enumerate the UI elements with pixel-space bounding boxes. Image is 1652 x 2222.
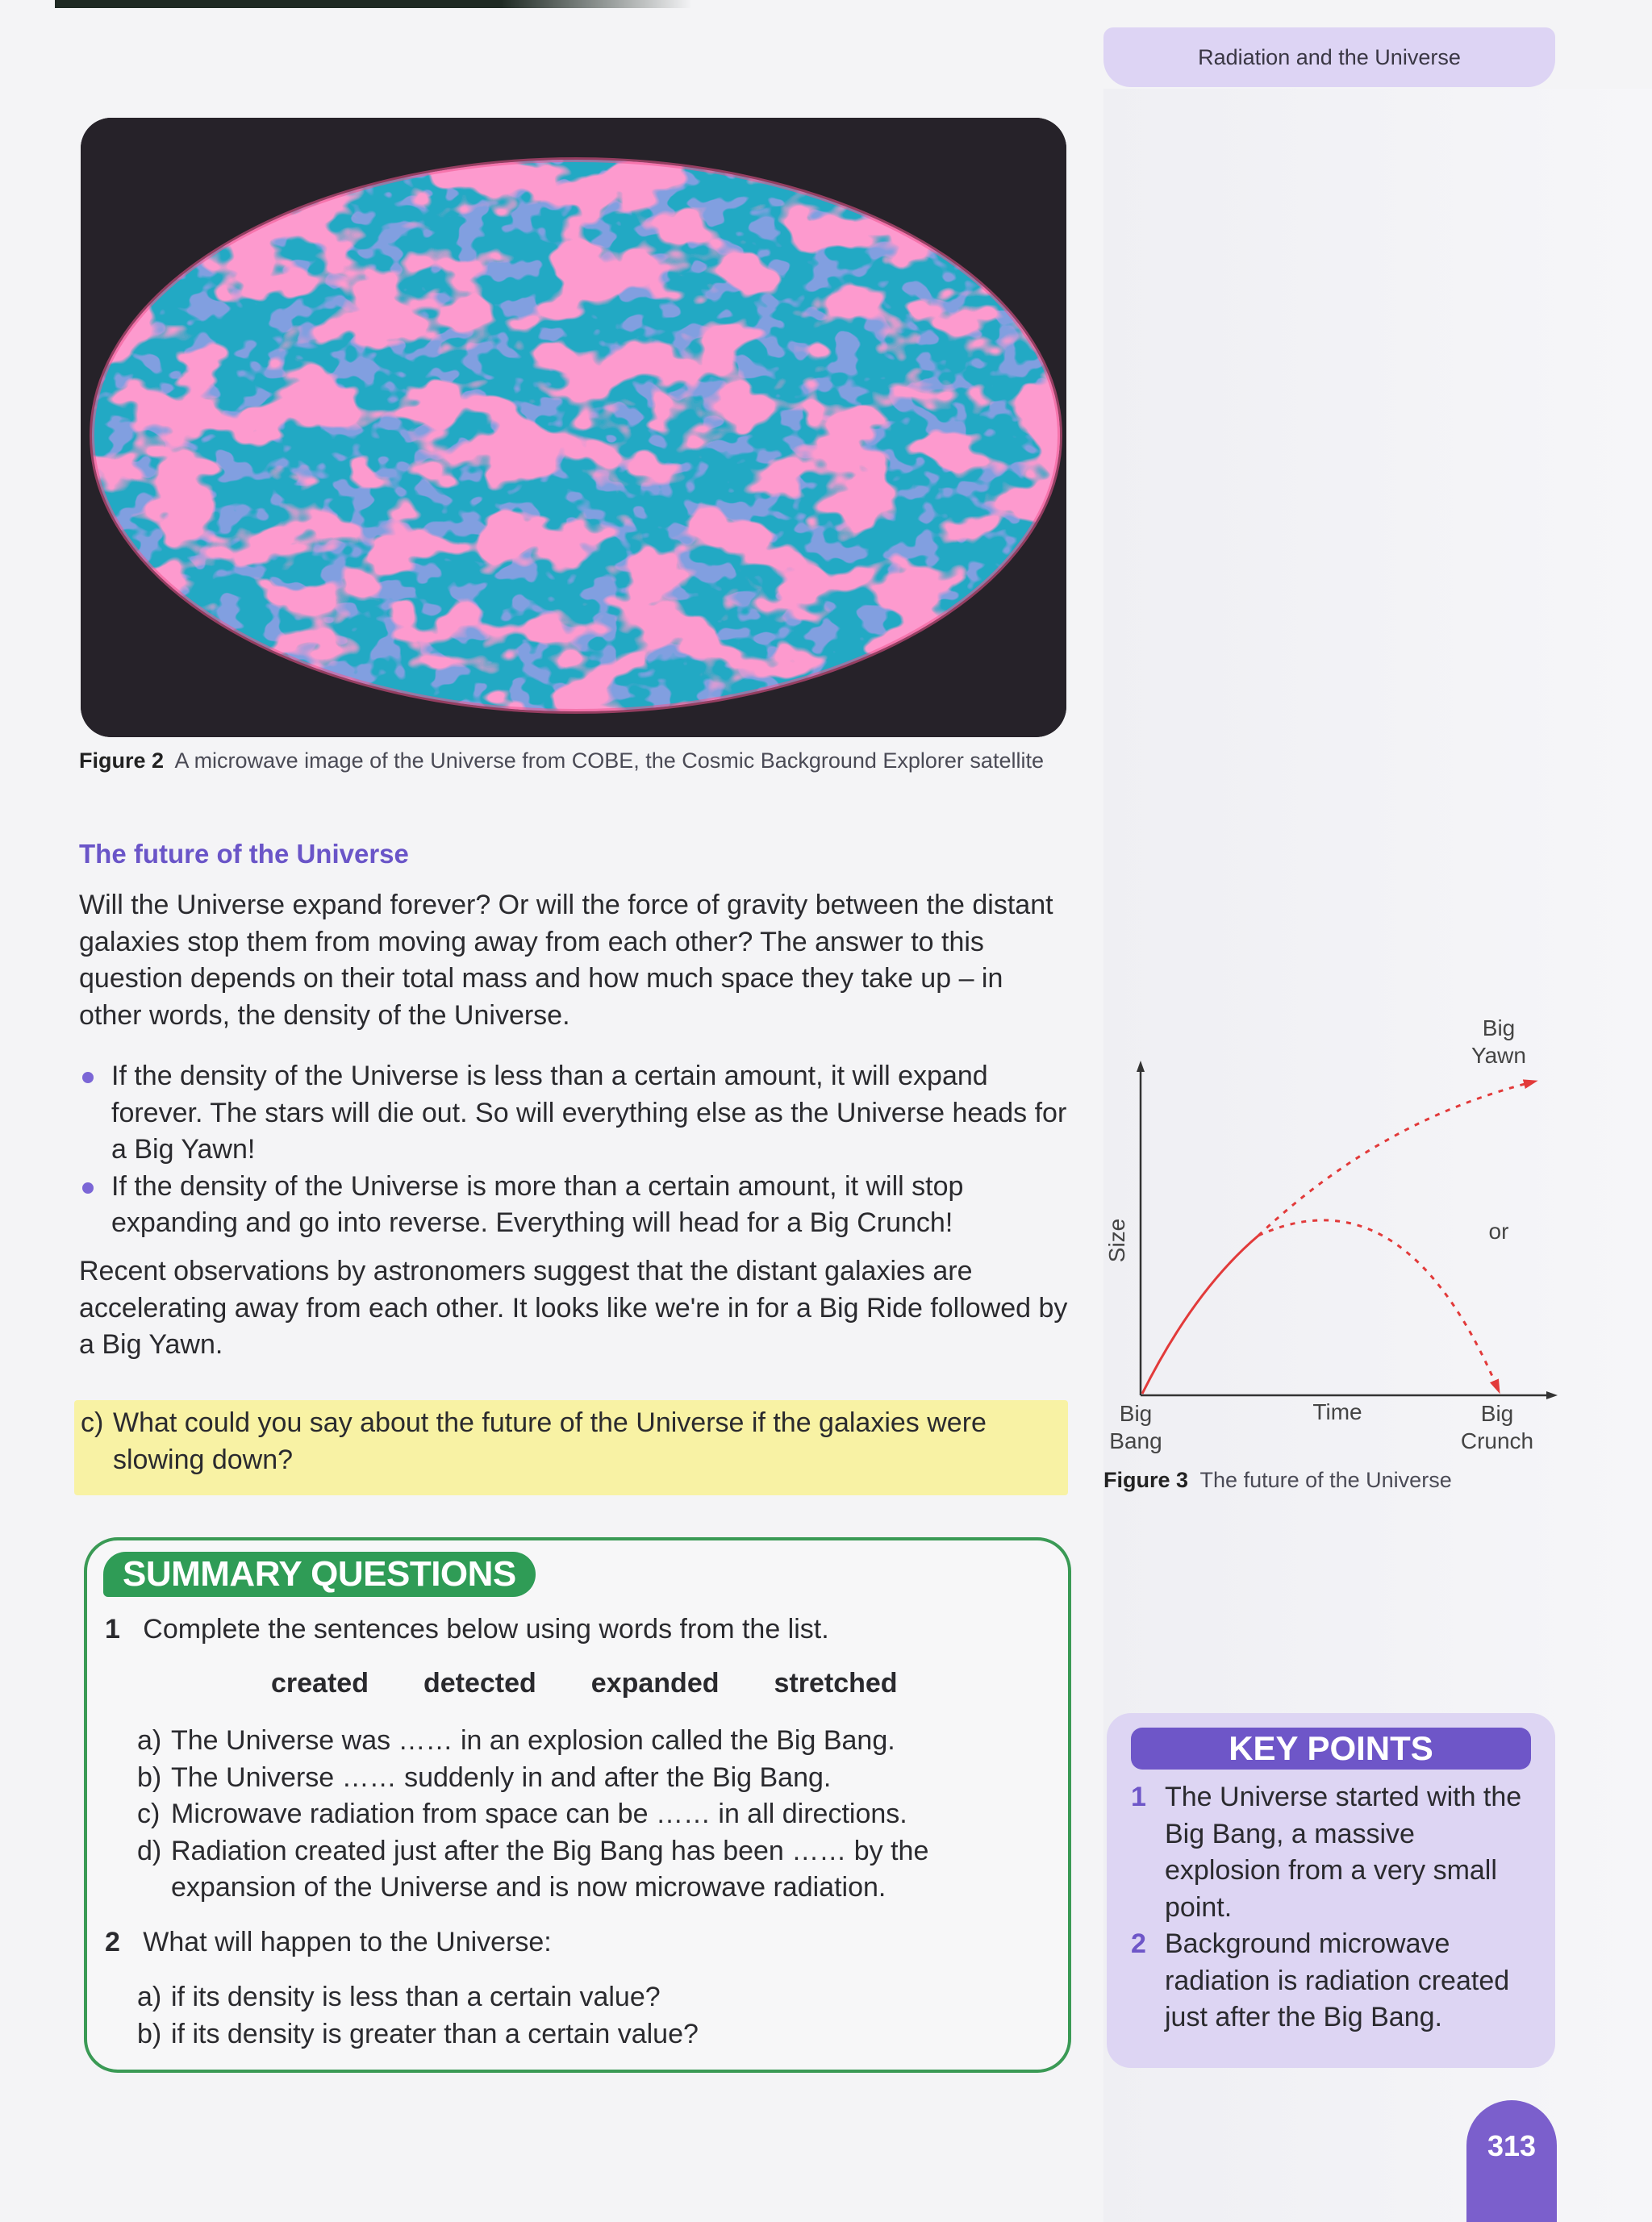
q1-item-label: c) (137, 1799, 161, 1829)
figure2-caption-text: A microwave image of the Universe from COBE, the Cosmic Background Explorer satellite (174, 748, 1044, 773)
q1-number: 1 (105, 1614, 120, 1645)
summary-q1 (105, 1611, 1032, 1649)
word-bank (271, 1668, 898, 1699)
q1-items (137, 1723, 1032, 1907)
observations-paragraph: Recent observations by astronomers suggest that the distant galaxies are accelerating away from each other. It looks like we're in for a Big Ride followed by a Big Yawn. (79, 1256, 1068, 1360)
q1-item-label: d) (137, 1835, 162, 1866)
figure2-label: Figure 2 (79, 748, 165, 773)
word-bank-item: expanded (590, 1668, 720, 1699)
figure3-caption (1103, 1466, 1555, 1494)
big-bang-expansion-curve (1142, 1236, 1258, 1394)
word-bank-item: created (271, 1668, 369, 1699)
bullet-dot-icon (82, 1072, 94, 1083)
question-c-text: What could you say about the future of the Universe if the galaxies were slowing down? (113, 1407, 987, 1475)
cobe-microwave-image (81, 118, 1066, 737)
big-crunch-curve (1258, 1220, 1497, 1387)
word-bank-item: stretched (774, 1668, 898, 1699)
big-yawn-label-line1: Big (1482, 1015, 1516, 1040)
q1-item (137, 1833, 978, 1907)
q1-item-text: Radiation created just after the Big Bang has been …… by the expansion of the Universe and is now microwave radiation. (171, 1835, 929, 1903)
x-axis-label: Time (1312, 1399, 1362, 1424)
question-c-label: c) (81, 1407, 104, 1438)
key-point-number: 1 (1131, 1782, 1146, 1812)
or-label: or (1488, 1219, 1509, 1244)
q1-item-text: Microwave radiation from space can be …… in all directions. (171, 1799, 907, 1829)
q1-item-label: a) (137, 1725, 162, 1756)
intro-paragraph: Will the Universe expand forever? Or will the force of gravity between the distant galaxies stop them from moving away from each other? The answer to this question depends on their total mass and how much space they take up – in other words, the density of the Universe. (79, 890, 1053, 1031)
q2-item-label: a) (137, 1982, 162, 2012)
big-crunch-label-line2: Crunch (1460, 1428, 1534, 1453)
big-yawn-label-line2: Yawn (1471, 1043, 1526, 1068)
figure3-label: Figure 3 (1103, 1468, 1189, 1492)
bullet-text: If the density of the Universe is more than a certain amount, it will stop expanding and go into reverse. Everything will head for a Big Crunch! (111, 1170, 964, 1238)
summary-questions-title: SUMMARY QUESTIONS (103, 1552, 536, 1597)
future-universe-diagram (1089, 1008, 1573, 1476)
key-point-item (1131, 1779, 1534, 1926)
top-rule (55, 0, 692, 8)
q2-item-text: if its density is greater than a certain value? (171, 2018, 699, 2049)
density-bullets (79, 1058, 1071, 1242)
section-heading: The future of the Universe (79, 839, 409, 869)
q2-items (137, 1979, 1032, 2053)
q2-text: What will happen to the Universe: (143, 1927, 552, 1957)
q1-text: Complete the sentences below using words from the list. (143, 1614, 829, 1645)
q2-item (137, 2016, 1032, 2053)
q2-item-text: if its density is less than a certain value? (171, 1982, 661, 2012)
q1-item (137, 1760, 1032, 1797)
q2-number: 2 (105, 1927, 120, 1957)
chapter-title-tab (1103, 27, 1555, 87)
big-yawn-curve (1258, 1082, 1531, 1236)
key-points-list (1131, 1779, 1534, 2036)
key-points-title: KEY POINTS (1131, 1728, 1531, 1770)
figure3-caption-text: The future of the Universe (1199, 1468, 1452, 1492)
key-point-item (1131, 1926, 1534, 2036)
bullet-item (79, 1169, 1071, 1242)
summary-q2 (105, 1924, 1032, 1961)
y-axis-label: Size (1104, 1218, 1129, 1263)
bullet-text: If the density of the Universe is less than a certain amount, it will expand forever. The stars will die out. So will everything else as the Universe heads for a Big Yawn! (111, 1061, 1067, 1165)
word-bank-item: detected (423, 1668, 536, 1699)
q1-item-text: The Universe was …… in an explosion called the Big Bang. (171, 1725, 895, 1756)
page-number-tab (1466, 2100, 1557, 2222)
key-point-text: The Universe started with the Big Bang, a massive explosion from a very small point. (1165, 1782, 1522, 1923)
page-number: 313 (1487, 2129, 1537, 2162)
question-c (81, 1405, 1049, 1478)
key-point-text: Background microwave radiation is radiation created just after the Big Bang. (1165, 1928, 1510, 2032)
chapter-title: Radiation and the Universe (1198, 44, 1461, 69)
q2-item (137, 1979, 1032, 2016)
q1-item (137, 1723, 1032, 1760)
figure2-caption (79, 747, 1071, 774)
bullet-item (79, 1058, 1071, 1169)
big-crunch-label-line1: Big (1480, 1401, 1514, 1426)
big-bang-label-line2: Bang (1109, 1428, 1162, 1453)
q1-item (137, 1796, 1032, 1833)
q2-item-label: b) (137, 2018, 162, 2049)
big-bang-label-line1: Big (1119, 1401, 1153, 1426)
q1-item-text: The Universe …… suddenly in and after the Big Bang. (171, 1761, 832, 1793)
q1-item-label: b) (137, 1761, 162, 1793)
key-point-number: 2 (1131, 1928, 1146, 1959)
cobe-sky-map (81, 118, 1066, 737)
bullet-dot-icon (82, 1182, 94, 1194)
